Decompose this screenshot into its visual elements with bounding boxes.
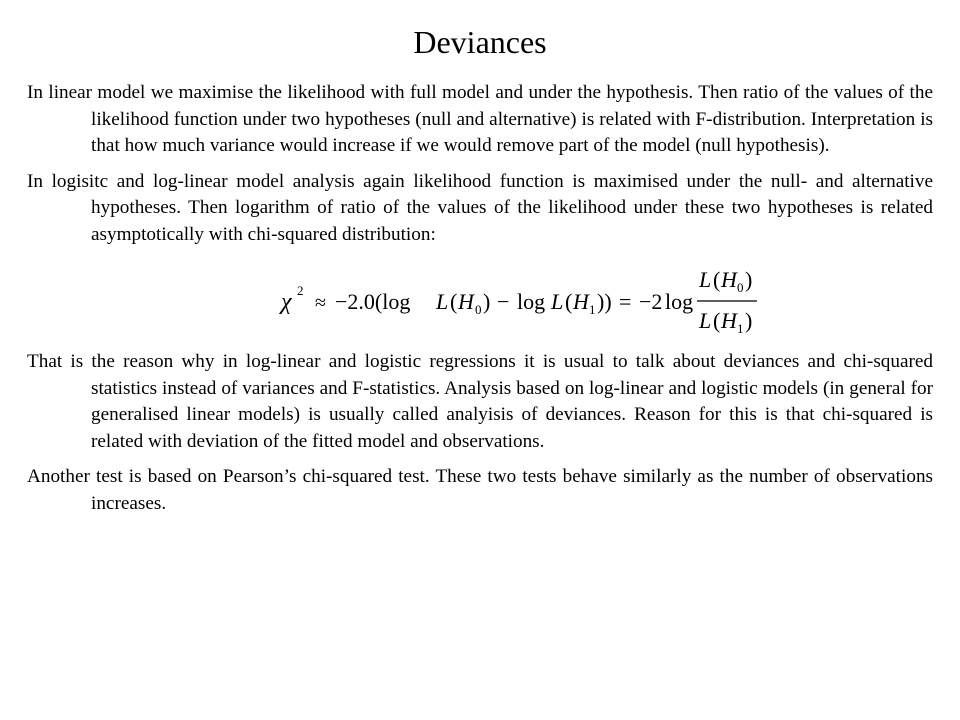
formula-open-second: ( [565,289,573,314]
formula-H-first: H [458,289,474,314]
formula-L-first: L [436,289,449,314]
formula-sub0-first: 0 [475,302,482,317]
formula-log: log [517,289,546,314]
paragraph-logistic-model: In logisitc and log-linear model analysis again likelihood function is maximised under the null- and alternative hypotheses. Then logarithm of ratio of the values of the likelihood under these two hypotheses is related asymptotically with chi-squared distribution: [27,170,933,245]
chi-squared-formula [27,257,933,339]
formula-num-sub0: 0 [737,280,744,295]
formula-den-close: ) [745,308,753,333]
formula-den-sub1: 1 [737,321,744,336]
formula-approx: ≈ [315,292,326,314]
formula-num-open: ( [713,267,721,292]
formula-den-L: L [699,308,712,333]
formula-graphic [279,257,759,339]
formula-equals: = [619,289,632,314]
formula-den-H: H [721,308,737,333]
slide-title: Deviances [413,24,547,60]
slide-body [27,80,933,526]
formula-minus: − [497,289,510,314]
formula-close-second: )) [597,289,612,314]
formula-chi-exponent: 2 [297,283,304,298]
formula-part2: −2 [639,289,663,314]
paragraph-linear-model: In linear model we maximise the likelihood with full model and under the hypothesis. Then ratio of the values of the likelihood function under two hypotheses (null and alternative) is related with F-distribution. Interpretation is that how much variance would increase if we would remove part of the model (null hypothesis). [27,82,933,156]
paragraph-deviances: That is the reason why in log-linear and logistic regressions it is usual to talk about deviances and chi-squared statistics instead of variances and F-statistics. Analysis based on log-linear and logistic models (in general for generalised linear models) is usually called analyisis of deviances. Reason for this is that chi-squared is related with deviation of the fitted model and observations. [27,351,933,452]
formula-sub1-second: 1 [589,302,596,317]
paragraph-pearson: Another test is based on Pearson’s chi-squared test. These two tests behave similarly as the number of observations increases. [27,466,933,514]
formula-num-close: ) [745,267,753,292]
formula-open-first: ( [450,289,458,314]
formula-chi: χ [281,289,292,315]
formula-L-second: L [551,289,564,314]
formula-den-open: ( [713,308,721,333]
formula-num-L: L [699,267,712,292]
formula-num-H: H [721,267,737,292]
formula-part1: −2.0(log [335,289,411,314]
formula-log-fraction: log [665,289,694,314]
formula-close-first: ) [483,289,491,314]
formula-H-second: H [573,289,589,314]
